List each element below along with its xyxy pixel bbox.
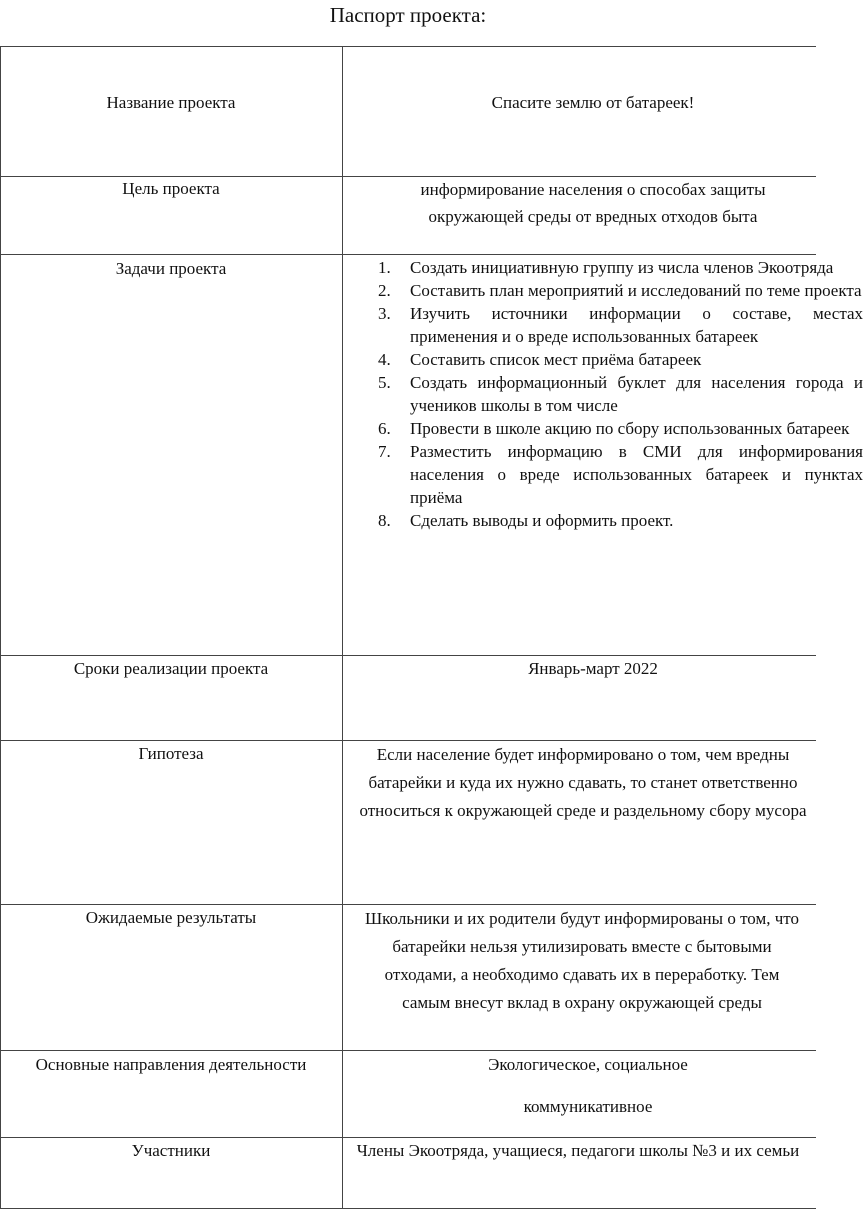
list-item: 7. Разместить информацию в СМИ для информирования населения о вреде использованных батареек и пунктах приёма	[378, 442, 863, 507]
direction-line-1: Экологическое, социальное	[488, 1055, 688, 1074]
row-divider	[0, 1050, 816, 1051]
row-value: Члены Экоотряда, учащиеся, педагоги школы №3 и их семьи	[356, 1141, 800, 1160]
list-item: 5. Создать информационный буклет для населения города и учеников школы в том числе	[378, 373, 863, 415]
row-divider	[0, 46, 816, 47]
row-value: Школьники и их родители будут информированы о том, что батарейки нельзя утилизировать вместе с бытовыми отходами, а необходимо сдавать их в переработку. Тем самым внесут вклад в охрану окружающей среды	[365, 909, 799, 1012]
direction-line-2: коммуникативное	[523, 1097, 653, 1116]
row-value: информирование населения о способах защиты окружающей среды от вредных отходов быта	[420, 180, 766, 226]
row-label: Участники	[131, 1141, 211, 1160]
row-divider	[0, 254, 816, 255]
row-value: Январь-март 2022	[528, 659, 658, 678]
list-item: 1. Создать инициативную группу из числа членов Экоотряда	[378, 258, 834, 277]
list-item: 3. Изучить источники информации о составе, местах применения и о вреде использованных батареек	[378, 304, 863, 346]
row-value	[343, 1052, 833, 1120]
row-divider	[0, 1208, 816, 1209]
column-divider	[0, 46, 1, 1209]
row-label: Основные направления деятельности	[35, 1055, 307, 1074]
page-title: Паспорт проекта:	[329, 3, 487, 27]
list-item: 6. Провести в школе акцию по сбору использованных батареек	[378, 419, 850, 438]
row-label: Ожидаемые результаты	[85, 908, 257, 927]
row-value: Спасите землю от батареек!	[491, 93, 695, 112]
task-list	[343, 256, 863, 532]
row-label: Сроки реализации проекта	[73, 659, 269, 678]
row-value: Если население будет информировано о том, чем вредны батарейки и куда их нужно сдавать, то станет ответственно относиться к окружающей среде и раздельному сбору мусора	[359, 745, 807, 820]
list-item: 4. Составить список мест приёма батареек	[378, 350, 702, 369]
list-item: 2. Составить план мероприятий и исследований по теме проекта	[378, 281, 862, 300]
list-item: 8. Сделать выводы и оформить проект.	[378, 511, 674, 530]
row-label: Цель проекта	[122, 179, 220, 198]
row-label: Гипотеза	[138, 744, 204, 763]
row-label: Задачи проекта	[115, 259, 227, 278]
row-label: Название проекта	[106, 93, 236, 112]
